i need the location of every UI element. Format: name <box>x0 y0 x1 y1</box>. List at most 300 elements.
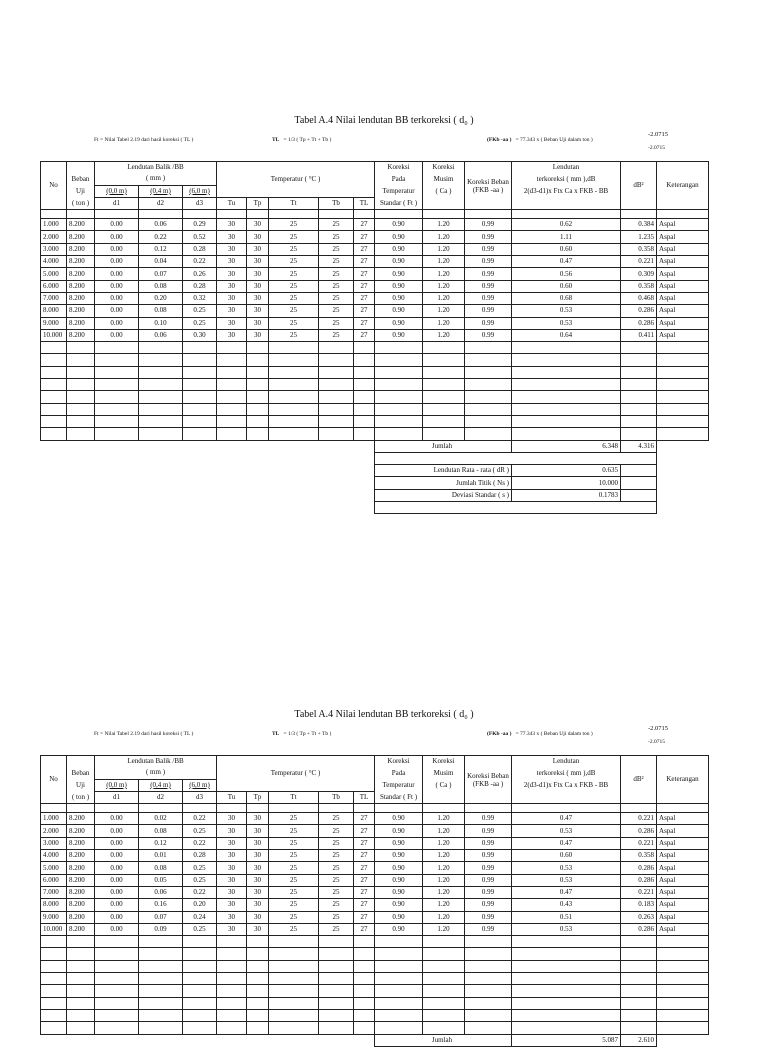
cell-ca: 1.20 <box>423 256 465 268</box>
header-temperatur-label: Temperatur <box>375 185 423 197</box>
cell-tt: 25 <box>269 231 319 243</box>
cell-ca: 1.20 <box>423 923 465 935</box>
empty-cell <box>269 403 319 415</box>
empty-cell <box>95 391 139 403</box>
spacer-cell <box>375 210 423 219</box>
table-row <box>41 317 709 329</box>
cell-tu: 30 <box>217 231 247 243</box>
empty-cell <box>319 960 354 972</box>
cell-tu: 30 <box>217 837 247 849</box>
spacer-cell <box>139 210 183 219</box>
cell-d2: 0.05 <box>139 874 183 886</box>
empty-cell <box>375 415 423 427</box>
empty-cell <box>217 428 247 440</box>
cell-no: 1.000 <box>41 219 67 231</box>
empty-cell <box>621 379 657 391</box>
cell-d2: 0.07 <box>139 268 183 280</box>
header-no: No <box>41 162 67 210</box>
empty-cell <box>41 985 67 997</box>
empty-cell <box>319 403 354 415</box>
header-keterangan: Keterangan <box>657 756 709 804</box>
empty-cell <box>354 960 375 972</box>
empty-cell <box>621 948 657 960</box>
empty-cell <box>95 342 139 354</box>
empty-cell <box>423 960 465 972</box>
jumlah-db2-value: 4.316 <box>621 440 657 452</box>
cell-beban: 8.200 <box>67 280 95 292</box>
empty-cell <box>247 415 269 427</box>
empty-cell <box>319 997 354 1009</box>
empty-row <box>41 973 709 985</box>
cell-ca: 1.20 <box>423 280 465 292</box>
empty-cell <box>67 997 95 1009</box>
cell-keterangan: Aspal <box>657 292 709 304</box>
empty-cell <box>183 985 217 997</box>
cell-d2: 0.20 <box>139 292 183 304</box>
cell-tl: 27 <box>354 317 375 329</box>
empty-cell <box>139 1009 183 1021</box>
empty-cell <box>269 415 319 427</box>
empty-cell <box>183 403 217 415</box>
cell-d2: 0.12 <box>139 837 183 849</box>
fkb-formula: = 77.343 x ( Beban Uji dalam ton ) <box>515 731 593 737</box>
header-tp: Tp <box>247 791 269 803</box>
spacer-cell <box>465 210 512 219</box>
cell-keterangan: Aspal <box>657 219 709 231</box>
empty-cell <box>183 936 217 948</box>
empty-cell <box>41 936 67 948</box>
table-row <box>41 292 709 304</box>
empty-cell <box>375 960 423 972</box>
header-temperatur: Temperatur ( °C ) <box>217 756 375 792</box>
cell-ca: 1.20 <box>423 813 465 825</box>
cell-d1: 0.00 <box>95 280 139 292</box>
cell-tb: 25 <box>319 231 354 243</box>
fkb-note <box>487 731 593 737</box>
cell-tb: 25 <box>319 219 354 231</box>
cell-d2: 0.07 <box>139 911 183 923</box>
cell-tl: 27 <box>354 280 375 292</box>
header-musim: Musim <box>423 173 465 185</box>
cell-ft: 0.90 <box>375 329 423 341</box>
cell-db: 0.62 <box>512 219 621 231</box>
summary-tail <box>657 452 709 464</box>
cell-tu: 30 <box>217 305 247 317</box>
empty-cell <box>247 948 269 960</box>
cell-db2: 0.286 <box>621 874 657 886</box>
spacer-cell <box>621 804 657 813</box>
spacer-row <box>41 210 709 219</box>
spacer-cell <box>512 804 621 813</box>
cell-tb: 25 <box>319 256 354 268</box>
empty-cell <box>423 379 465 391</box>
header-d3-position: (6,0 m) <box>183 185 217 197</box>
header-rumus: 2(d3-d1)x Ftx Ca x FKB - BB <box>512 185 621 197</box>
empty-cell <box>621 354 657 366</box>
cell-d2: 0.12 <box>139 243 183 255</box>
cell-tt: 25 <box>269 219 319 231</box>
cell-tp: 30 <box>247 305 269 317</box>
cell-tp: 30 <box>247 292 269 304</box>
cell-tp: 30 <box>247 837 269 849</box>
header-no: No <box>41 756 67 804</box>
cell-tt: 25 <box>269 256 319 268</box>
deviasi-standar-row <box>41 489 709 501</box>
empty-cell <box>247 379 269 391</box>
cell-tl: 27 <box>354 256 375 268</box>
table-row <box>41 256 709 268</box>
cell-tu: 30 <box>217 886 247 898</box>
empty-cell <box>67 366 95 378</box>
cell-no: 1.000 <box>41 813 67 825</box>
empty-cell <box>621 415 657 427</box>
empty-cell <box>423 391 465 403</box>
empty-cell <box>512 415 621 427</box>
cell-d3: 0.32 <box>183 292 217 304</box>
empty-cell <box>354 997 375 1009</box>
empty-cell <box>657 1009 709 1021</box>
cell-beban: 8.200 <box>67 862 95 874</box>
cell-tu: 30 <box>217 268 247 280</box>
cell-fkb: 0.99 <box>465 886 512 898</box>
summary-tail <box>657 489 709 501</box>
cell-ca: 1.20 <box>423 862 465 874</box>
fkb-formula: = 77.343 x ( Beban Uji dalam ton ) <box>515 137 593 143</box>
cell-db2: 0.468 <box>621 292 657 304</box>
cell-ft: 0.90 <box>375 825 423 837</box>
cell-d1: 0.00 <box>95 837 139 849</box>
empty-cell <box>423 997 465 1009</box>
empty-cell <box>465 985 512 997</box>
empty-cell <box>657 973 709 985</box>
empty-cell <box>512 948 621 960</box>
header-koreksi-pada: Koreksi <box>375 162 423 174</box>
empty-row <box>41 997 709 1009</box>
cell-tu: 30 <box>217 899 247 911</box>
cell-d3: 0.30 <box>183 329 217 341</box>
cell-d3: 0.22 <box>183 886 217 898</box>
cell-keterangan: Aspal <box>657 825 709 837</box>
cell-d3: 0.22 <box>183 813 217 825</box>
empty-cell <box>657 948 709 960</box>
empty-cell <box>183 960 217 972</box>
cell-tt: 25 <box>269 268 319 280</box>
cell-fkb: 0.99 <box>465 231 512 243</box>
cell-tl: 27 <box>354 911 375 923</box>
spacer-cell <box>319 210 354 219</box>
empty-cell <box>247 391 269 403</box>
empty-cell <box>183 379 217 391</box>
cell-no: 7.000 <box>41 292 67 304</box>
header-koreksi-musim: Koreksi <box>423 756 465 768</box>
cell-beban: 8.200 <box>67 825 95 837</box>
cell-keterangan: Aspal <box>657 231 709 243</box>
empty-cell <box>319 973 354 985</box>
empty-cell <box>621 997 657 1009</box>
empty-row <box>41 1009 709 1021</box>
fkb-note <box>487 137 593 143</box>
cell-db2: 0.221 <box>621 886 657 898</box>
empty-cell <box>139 948 183 960</box>
empty-cell <box>41 354 67 366</box>
cell-d1: 0.00 <box>95 813 139 825</box>
cell-tt: 25 <box>269 813 319 825</box>
cell-no: 3.000 <box>41 837 67 849</box>
empty-cell <box>217 379 247 391</box>
empty-cell <box>354 428 375 440</box>
empty-cell <box>67 379 95 391</box>
header-beban: Beban <box>67 767 95 779</box>
cell-db2: 0.221 <box>621 256 657 268</box>
header-tl: TL <box>354 791 375 803</box>
cell-db2: 0.183 <box>621 899 657 911</box>
cell-tu: 30 <box>217 911 247 923</box>
cell-beban: 8.200 <box>67 837 95 849</box>
summary-tail <box>657 502 709 514</box>
header-d2-position: (0,4 m) <box>139 185 183 197</box>
cell-keterangan: Aspal <box>657 280 709 292</box>
table-title: Tabel A.4 Nilai lendutan BB terkoreksi ( d₀ ) <box>294 115 474 126</box>
cell-ca: 1.20 <box>423 292 465 304</box>
empty-cell <box>269 391 319 403</box>
cell-tu: 30 <box>217 256 247 268</box>
empty-cell <box>217 948 247 960</box>
empty-cell <box>319 985 354 997</box>
header-ton: ( ton ) <box>67 197 95 209</box>
table-row <box>41 243 709 255</box>
table-row <box>41 850 709 862</box>
ft-note: Ft = Nilai Tabel 2.19 dari hasil koreksi ( TL ) <box>94 731 194 737</box>
cell-d3: 0.24 <box>183 911 217 923</box>
cell-db: 0.47 <box>512 886 621 898</box>
cell-tu: 30 <box>217 329 247 341</box>
cell-d1: 0.00 <box>95 899 139 911</box>
empty-cell <box>657 985 709 997</box>
cell-d2: 0.02 <box>139 813 183 825</box>
cell-db: 0.68 <box>512 292 621 304</box>
cell-tb: 25 <box>319 825 354 837</box>
cell-tu: 30 <box>217 850 247 862</box>
cell-tp: 30 <box>247 231 269 243</box>
empty-cell <box>217 973 247 985</box>
cell-ca: 1.20 <box>423 329 465 341</box>
empty-cell <box>139 366 183 378</box>
cell-tp: 30 <box>247 850 269 862</box>
header-lendutan: Lendutan <box>512 756 621 768</box>
header-terkoreksi: terkoreksi ( mm ),dB <box>512 173 621 185</box>
empty-cell <box>621 1009 657 1021</box>
empty-cell <box>621 391 657 403</box>
cell-tt: 25 <box>269 292 319 304</box>
cell-beban: 8.200 <box>67 329 95 341</box>
cell-tu: 30 <box>217 243 247 255</box>
header-d1-position: (0,0 m) <box>95 779 139 791</box>
cell-db2: 0.286 <box>621 862 657 874</box>
empty-cell <box>183 948 217 960</box>
spacer-cell <box>354 804 375 813</box>
empty-cell <box>375 973 423 985</box>
spacer-cell <box>67 210 95 219</box>
cell-tl: 27 <box>354 292 375 304</box>
cell-tt: 25 <box>269 899 319 911</box>
cell-db2: 1.235 <box>621 231 657 243</box>
exponent-value: -2.0715 <box>648 725 669 732</box>
empty-cell <box>512 1009 621 1021</box>
empty-cell <box>269 342 319 354</box>
cell-tp: 30 <box>247 243 269 255</box>
cell-db2: 0.411 <box>621 329 657 341</box>
cell-d2: 0.08 <box>139 862 183 874</box>
cell-d2: 0.09 <box>139 923 183 935</box>
empty-cell <box>139 973 183 985</box>
empty-cell <box>247 366 269 378</box>
empty-cell <box>465 960 512 972</box>
header-fkb-label: (FKB -aa ) <box>472 779 504 788</box>
cell-beban: 8.200 <box>67 813 95 825</box>
empty-cell <box>657 403 709 415</box>
cell-tl: 27 <box>354 268 375 280</box>
header-temperatur-label: Temperatur <box>375 779 423 791</box>
empty-cell <box>95 415 139 427</box>
empty-row <box>41 415 709 427</box>
header-d2: d2 <box>139 197 183 209</box>
cell-beban: 8.200 <box>67 911 95 923</box>
empty-cell <box>512 379 621 391</box>
cell-no: 9.000 <box>41 317 67 329</box>
empty-cell <box>269 354 319 366</box>
cell-d1: 0.00 <box>95 874 139 886</box>
empty-cell <box>183 354 217 366</box>
cell-fkb: 0.99 <box>465 280 512 292</box>
header-beban-spacer <box>67 756 95 768</box>
cell-keterangan: Aspal <box>657 874 709 886</box>
cell-no: 4.000 <box>41 256 67 268</box>
empty-cell <box>354 379 375 391</box>
empty-cell <box>512 354 621 366</box>
cell-tu: 30 <box>217 813 247 825</box>
empty-cell <box>319 379 354 391</box>
cell-tp: 30 <box>247 219 269 231</box>
header-tp: Tp <box>247 197 269 209</box>
header-koreksi-beban <box>465 162 512 210</box>
cell-ca: 1.20 <box>423 305 465 317</box>
empty-cell <box>621 342 657 354</box>
empty-cell <box>41 960 67 972</box>
cell-d3: 0.25 <box>183 923 217 935</box>
empty-cell <box>465 342 512 354</box>
empty-cell <box>247 428 269 440</box>
table-title: Tabel A.4 Nilai lendutan BB terkoreksi ( d₀ ) <box>294 709 474 720</box>
empty-row <box>41 342 709 354</box>
empty-cell <box>512 391 621 403</box>
header-lendutan-spacer <box>512 791 621 803</box>
empty-cell <box>183 342 217 354</box>
header-tu: Tu <box>217 197 247 209</box>
empty-cell <box>41 415 67 427</box>
empty-row <box>41 948 709 960</box>
ft-note: Ft = Nilai Tabel 2.19 dari hasil koreksi ( TL ) <box>94 137 194 143</box>
rata-rata-value: 0.635 <box>512 465 621 477</box>
jumlah-titik-row <box>41 477 709 489</box>
summary-empty <box>375 502 657 514</box>
header-pada: Pada <box>375 767 423 779</box>
cell-tb: 25 <box>319 850 354 862</box>
cell-fkb: 0.99 <box>465 923 512 935</box>
empty-cell <box>41 403 67 415</box>
cell-ca: 1.20 <box>423 317 465 329</box>
cell-tu: 30 <box>217 292 247 304</box>
header-d3: d3 <box>183 791 217 803</box>
cell-tb: 25 <box>319 923 354 935</box>
empty-cell <box>465 366 512 378</box>
empty-cell <box>423 428 465 440</box>
cell-tb: 25 <box>319 874 354 886</box>
empty-cell <box>657 428 709 440</box>
cell-tl: 27 <box>354 837 375 849</box>
empty-cell <box>217 997 247 1009</box>
cell-d3: 0.26 <box>183 268 217 280</box>
empty-cell <box>269 948 319 960</box>
jumlah-titik-db2-value <box>621 477 657 489</box>
table-row <box>41 219 709 231</box>
empty-cell <box>423 1009 465 1021</box>
empty-cell <box>319 391 354 403</box>
empty-cell <box>423 973 465 985</box>
header-koreksi-pada: Koreksi <box>375 756 423 768</box>
empty-cell <box>95 403 139 415</box>
spacer-cell <box>247 804 269 813</box>
empty-cell <box>67 391 95 403</box>
empty-cell <box>465 973 512 985</box>
header-koreksi-beban-label: Koreksi Beban <box>467 771 509 780</box>
cell-ca: 1.20 <box>423 911 465 923</box>
empty-cell <box>657 415 709 427</box>
cell-tb: 25 <box>319 280 354 292</box>
empty-cell <box>247 403 269 415</box>
empty-cell <box>423 403 465 415</box>
cell-db2: 0.358 <box>621 280 657 292</box>
cell-d3: 0.28 <box>183 243 217 255</box>
empty-cell <box>465 391 512 403</box>
spacer-cell <box>319 804 354 813</box>
cell-d2: 0.08 <box>139 825 183 837</box>
cell-ft: 0.90 <box>375 243 423 255</box>
cell-d1: 0.00 <box>95 292 139 304</box>
cell-tl: 27 <box>354 874 375 886</box>
empty-cell <box>95 936 139 948</box>
empty-cell <box>354 391 375 403</box>
cell-tp: 30 <box>247 923 269 935</box>
empty-cell <box>465 415 512 427</box>
empty-cell <box>67 415 95 427</box>
header-tt: Tt <box>269 197 319 209</box>
rata-rata-label: Lendutan Rata - rata ( dR ) <box>375 465 512 477</box>
empty-cell <box>183 415 217 427</box>
header-temperatur: Temperatur ( °C ) <box>217 162 375 198</box>
cell-db: 0.53 <box>512 317 621 329</box>
empty-cell <box>269 936 319 948</box>
table-row <box>41 231 709 243</box>
spacer-cell <box>354 210 375 219</box>
cell-beban: 8.200 <box>67 899 95 911</box>
cell-fkb: 0.99 <box>465 256 512 268</box>
cell-d1: 0.00 <box>95 329 139 341</box>
cell-tt: 25 <box>269 874 319 886</box>
cell-d3: 0.29 <box>183 219 217 231</box>
cell-tb: 25 <box>319 911 354 923</box>
empty-row <box>41 379 709 391</box>
jumlah-titik-value: 10.000 <box>512 477 621 489</box>
